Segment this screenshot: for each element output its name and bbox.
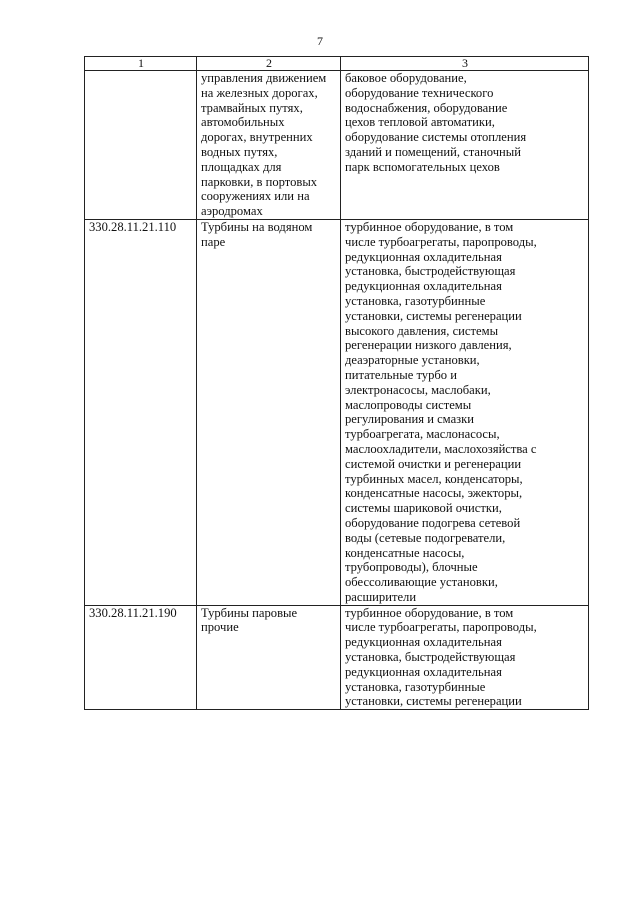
- okpd-code-cell: [85, 605, 197, 710]
- equipment-description: турбинное оборудование, в том числе турбоагрегаты, паропроводы, редукционная охладительная установка, быстродействующая редукционная охладительная установка, газотурбинные установки, системы регенерации: [345, 605, 537, 709]
- product-name: Турбины на водяном паре: [201, 219, 313, 249]
- equipment-description: баковое оборудование, оборудование технического водоснабжения, оборудование цехов тепловой автоматики, оборудование системы отопления зданий и помещений, станочный парк вспомогательных цехов: [345, 71, 527, 174]
- equipment-cell: [341, 71, 589, 220]
- equipment-cell: [341, 605, 589, 710]
- classification-table: [84, 56, 589, 710]
- page-number: 7: [317, 34, 323, 48]
- okpd-code-cell: [85, 71, 197, 220]
- table-header-row: [85, 57, 589, 71]
- equipment-description: турбинное оборудование, в том числе турбоагрегаты, паропроводы, редукционная охладительная установка, быстродействующая редукционная охладительная установка, газотурбинные установки, системы регенерации высокого давления, системы регенерации низкого давления, деаэраторные установки, питательные турбо и электронасосы, маслобаки, маслопроводы системы регулирования и смазки турбоагрегата, маслонасосы, маслоохладители, маслохозяйства с системой очистки и регенерации турбинных масел, конденсаторы, конденсатные насосы, эжекторы, системы шариковой очистки, оборудование подогрева сетевой воды (сетевые подогреватели, конденсатные насосы, трубопроводы), блочные обессоливающие установки, расширители: [345, 219, 537, 604]
- column-header-1: 1: [85, 57, 197, 71]
- table-row: [85, 219, 589, 605]
- product-name: Турбины паровые прочие: [201, 605, 298, 635]
- column-header-3: 3: [341, 57, 589, 71]
- product-name-cell: [197, 605, 341, 710]
- column-header-2: 2: [197, 57, 341, 71]
- product-name-cell: [197, 219, 341, 605]
- table-row: [85, 71, 589, 220]
- okpd-code: 330.28.11.21.110: [89, 219, 177, 234]
- equipment-cell: [341, 219, 589, 605]
- okpd-code-cell: [85, 219, 197, 605]
- product-name-cell: [197, 71, 341, 220]
- table-row: [85, 605, 589, 710]
- okpd-code: 330.28.11.21.190: [89, 605, 177, 620]
- product-name: управления движением на железных дорогах, трамвайных путях, автомобильных дорогах, внутренних водных путях, площадках для парковки, в портовых сооружениях или на аэродромах: [201, 71, 327, 219]
